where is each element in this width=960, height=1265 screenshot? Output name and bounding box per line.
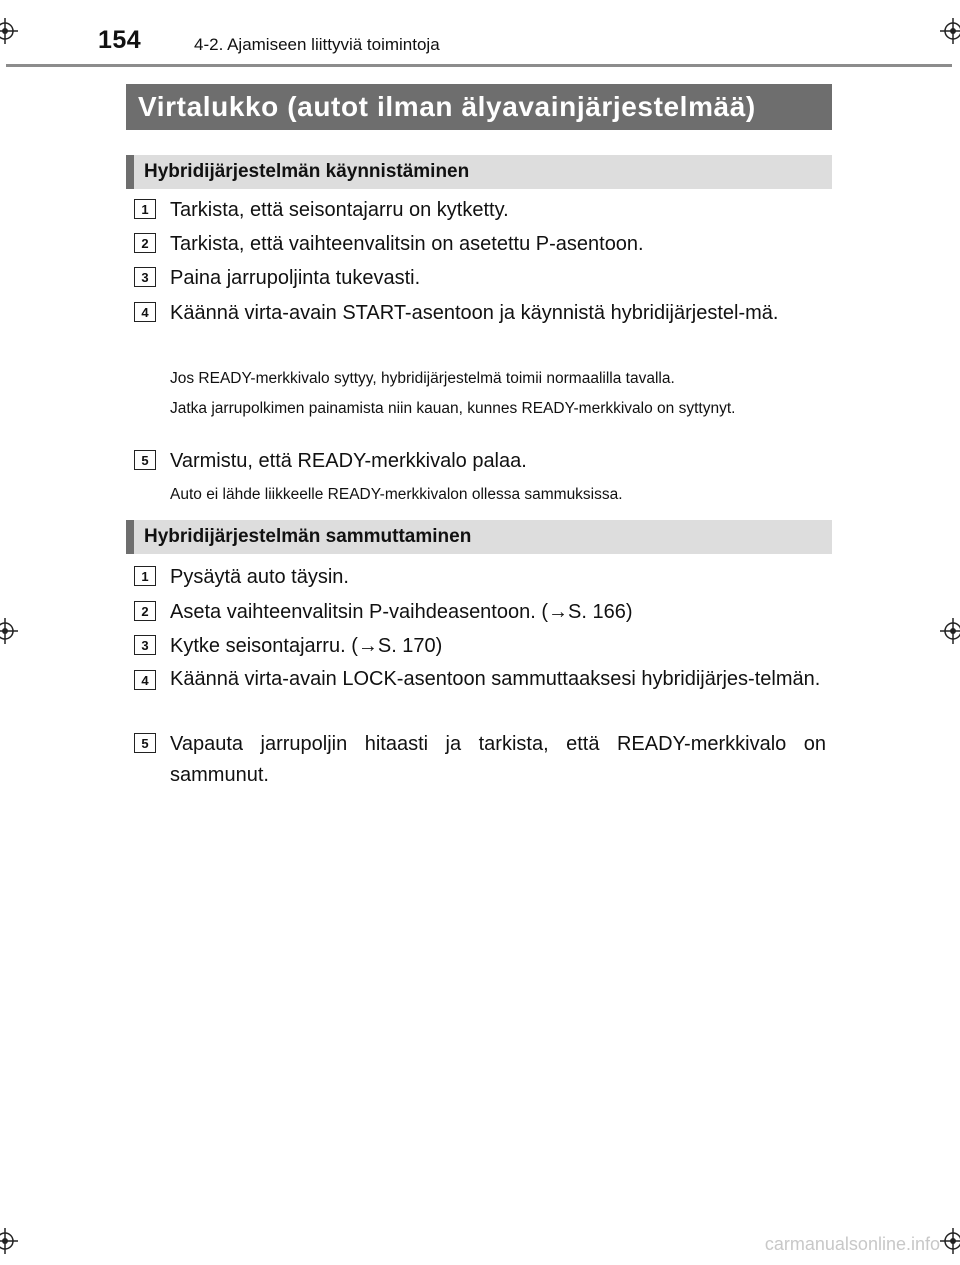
step-text: Käännä virta-avain START-asentoon ja käynnistä hybridijärjestel-mä. [170, 302, 779, 324]
step-number: 3 [134, 635, 156, 655]
step-number: 1 [134, 566, 156, 586]
crop-mark-icon [940, 618, 960, 644]
page-header [0, 0, 960, 70]
step-text: Vapauta jarrupoljin hitaasti ja tarkista, että READY-merkkivalo on sammunut. [170, 733, 826, 786]
step-number: 3 [134, 267, 156, 287]
step-number: 5 [134, 733, 156, 753]
crop-mark-icon [0, 1228, 18, 1254]
step-number: 5 [134, 450, 156, 470]
step-note: Jos READY-merkkivalo syttyy, hybridijärjestelmä toimii normaalilla tavalla. [170, 370, 675, 387]
step-text: Tarkista, että vaihteenvalitsin on asetettu P-asentoon. [170, 233, 644, 255]
step-number: 4 [134, 670, 156, 690]
section-label: 4-2. Ajamiseen liittyviä toimintoja [194, 35, 440, 54]
step-note: Jatka jarrupolkimen painamista niin kauan, kunnes READY-merkkivalo on syttynyt. [170, 400, 736, 417]
footer-watermark: carmanualsonline.info [764, 1234, 940, 1254]
step-text: Pysäytä auto täysin. [170, 566, 349, 588]
page-number: 154 [98, 26, 142, 54]
step-number: 2 [134, 601, 156, 621]
crop-mark-icon [0, 618, 18, 644]
section-heading-start: Hybridijärjestelmän käynnistäminen [126, 155, 832, 189]
step-text: Tarkista, että seisontajarru on kytketty. [170, 199, 509, 221]
step-number: 1 [134, 199, 156, 219]
step-text: Paina jarrupoljinta tukevasti. [170, 267, 421, 289]
page-title: Virtalukko (autot ilman älyavainjärjestelmää) [126, 84, 832, 130]
step-number: 4 [134, 302, 156, 322]
section-heading-stop: Hybridijärjestelmän sammuttaminen [126, 520, 832, 554]
crop-mark-icon [940, 1228, 960, 1254]
step-text: Varmistu, että READY-merkkivalo palaa. [170, 450, 527, 472]
step-text: Käännä virta-avain LOCK-asentoon sammuttaaksesi hybridijärjes-telmän. [170, 668, 821, 690]
step-number: 2 [134, 233, 156, 253]
step-text: Aseta vaihteenvalitsin P-vaihdeasentoon. (→S. 166) [170, 601, 633, 623]
header-divider [6, 64, 952, 67]
step-text: Kytke seisontajarru. (→S. 170) [170, 635, 443, 657]
step-note: Auto ei lähde liikkeelle READY-merkkivalon ollessa sammuksissa. [170, 486, 623, 503]
